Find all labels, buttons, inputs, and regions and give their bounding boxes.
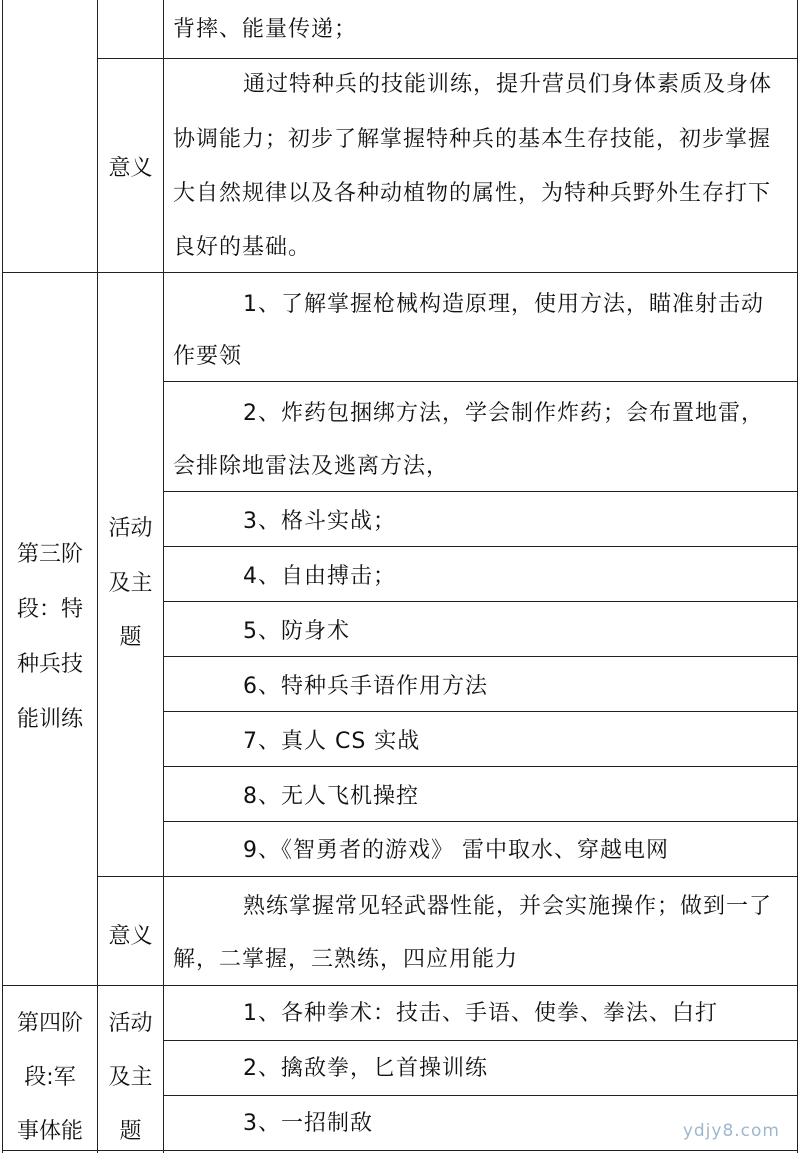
list-item: 8、无人飞机操控	[243, 784, 419, 809]
row-divider	[163, 1095, 797, 1096]
row-divider	[163, 821, 797, 822]
row-divider	[163, 711, 797, 712]
list-item: 5、防身术	[243, 619, 350, 644]
row-divider	[2, 272, 797, 273]
list-item: 3、一招制敌	[243, 1111, 373, 1136]
row-divider	[163, 656, 797, 657]
list-item: 9、《智勇者的游戏》 雷中取水、穿越电网	[243, 838, 669, 863]
activity-text: 背摔、能量传递；	[173, 17, 358, 42]
list-item: 7、真人 CS 实战	[243, 729, 421, 754]
row-divider	[2, 985, 797, 986]
row-divider	[163, 601, 797, 602]
row-divider	[163, 766, 797, 767]
meaning-label: 意义	[108, 924, 153, 949]
list-item: 3、格斗实战；	[243, 509, 396, 534]
row-divider	[97, 58, 797, 59]
list-item: 4、自由搏击；	[243, 564, 396, 589]
row-divider	[97, 876, 797, 877]
row-divider	[163, 381, 797, 382]
table-border-left	[2, 0, 3, 1153]
list-item: 2、擒敌拳，匕首操训练	[243, 1056, 488, 1081]
meaning-label: 意义	[108, 156, 153, 181]
row-divider	[163, 546, 797, 547]
table-border-bottom	[2, 1150, 797, 1151]
table-border-col2	[163, 0, 164, 1153]
row-divider	[163, 491, 797, 492]
list-item: 1、各种拳术：技击、手语、使拳、拳法、白打	[243, 1001, 718, 1026]
row-divider	[163, 1040, 797, 1041]
table-border-right	[797, 0, 798, 1153]
watermark: ydjy8.com	[682, 1121, 780, 1141]
list-item: 6、特种兵手语作用方法	[243, 674, 488, 699]
